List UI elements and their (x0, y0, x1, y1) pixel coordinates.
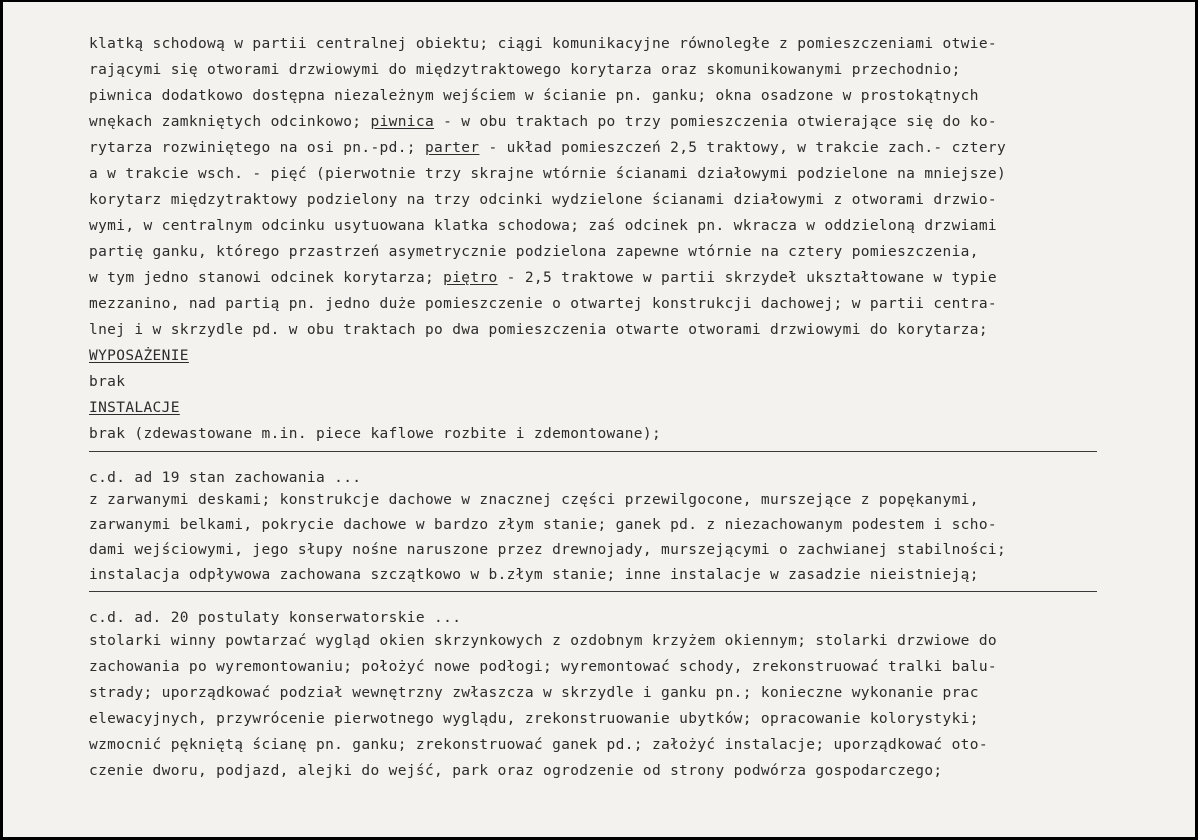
section-heading-postulaty: c.d. ad. 20 postulaty konserwatorskie ... (89, 610, 462, 626)
underlined-term-piwnica: piwnica (370, 114, 435, 130)
text-line: korytarz międzytraktowy podzielony na trzy odcinki wydzielone ścianami działowymi z otworami drzwio- (89, 192, 997, 208)
text-segment: rytarza rozwiniętego na osi pn.-pd.; (89, 140, 425, 156)
text-line: partię ganku, którego przastrzeń asymetrycznie podzielona zapewne wtórnie na cztery pomieszczenia, (89, 244, 979, 260)
text-segment: - w obu traktach po trzy pomieszczenia otwierające się do ko- (434, 114, 997, 130)
text-line: elewacyjnych, przywrócenie pierwotnego wyglądu, zrekonstruowanie ubytków; opracowanie kolorystyki; (89, 711, 979, 727)
text-line: instalacja odpływowa zachowana szczątkowo w b.złym stanie; inne instalacje w zasadzie nieistnieją; (89, 567, 979, 583)
text-line: lnej i w skrzydle pd. w obu traktach po dwa pomieszczenia otwarte otworami drzwiowymi do korytarza; (89, 322, 988, 338)
text-line (89, 269, 997, 287)
text-line: zachowania po wyremontowaniu; położyć nowe podłogi; wyremontować schody, zrekonstruować tralki balu- (89, 659, 997, 675)
section-divider (89, 451, 1097, 452)
text-line: zarwanymi belkami, pokrycie dachowe w bardzo złym stanie; ganek pd. z niezachowanym podestem i scho- (89, 517, 997, 533)
text-line: wymi, w centralnym odcinku usytuowana klatka schodowa; zaś odcinek pn. wkracza w oddzieloną drzwiami (89, 218, 997, 234)
text-line: rającymi się otworami drzwiowymi do międzytraktowego korytarza oraz skomunikowanymi przechodnio; (89, 62, 961, 78)
text-segment: - 2,5 traktowe w partii skrzydeł ukształtowane w typie (497, 270, 997, 286)
text-line (89, 139, 1006, 157)
text-line: piwnica dodatkowo dostępna niezależnym wejściem w ścianie pn. ganku; okna osadzone w prostokątnych (89, 88, 979, 104)
text-line: czenie dworu, podjazd, alejki do wejść, park oraz ogrodzenie od strony podwórza gospodarczego; (89, 763, 943, 779)
text-line: dami wejściowymi, jego słupy nośne naruszone przez drewnojady, murszejącymi o zachwianej stabilności; (89, 542, 1007, 558)
heading-instalacje: INSTALACJE (89, 400, 180, 416)
text-line: stolarki winny powtarzać wygląd okien skrzynkowych z ozdobnym krzyżem okiennym; stolarki drzwiowe do (89, 633, 997, 649)
instalacje-value: brak (zdewastowane m.in. piece kaflowe rozbite i zdemontowane); (89, 426, 662, 442)
heading-wyposazenie: WYPOSAŻENIE (89, 348, 189, 364)
document-page (3, 2, 1195, 837)
text-segment: w tym jedno stanowi odcinek korytarza; (89, 270, 444, 286)
text-line: wzmocnić pękniętą ścianę pn. ganku; zrekonstruować ganek pd.; założyć instalacje; uporządkować oto- (89, 737, 988, 753)
section-divider (89, 591, 1097, 592)
underlined-term-pietro: piętro (443, 270, 498, 286)
text-line: a w trakcie wsch. - pięć (pierwotnie trzy skrajne wtórnie ścianami działowymi podzielone na mniejsze) (89, 166, 1007, 182)
section-heading-stan-zachowania: c.d. ad 19 stan zachowania ... (89, 470, 362, 486)
underlined-term-parter: parter (424, 140, 480, 156)
text-segment: - układ pomieszczeń 2,5 traktowy, w trakcie zach.- cztery (479, 140, 1007, 156)
text-segment: wnękach zamkniętych odcinkowo; (89, 114, 371, 130)
wyposazenie-value: brak (89, 374, 126, 390)
text-line (89, 113, 997, 131)
text-line: klatką schodową w partii centralnej obiektu; ciągi komunikacyjne równoległe z pomieszczeniami otwie- (89, 36, 997, 52)
text-line: strady; uporządkować podział wewnętrzny zwłaszcza w skrzydle i ganku pn.; konieczne wykonanie prac (89, 685, 979, 701)
text-line: z zarwanymi deskami; konstrukcje dachowe w znacznej części przewilgocone, murszejące z popękanymi, (89, 492, 979, 508)
text-line: mezzanino, nad partią pn. jedno duże pomieszczenie o otwartej konstrukcji dachowej; w partii centra- (89, 296, 997, 312)
